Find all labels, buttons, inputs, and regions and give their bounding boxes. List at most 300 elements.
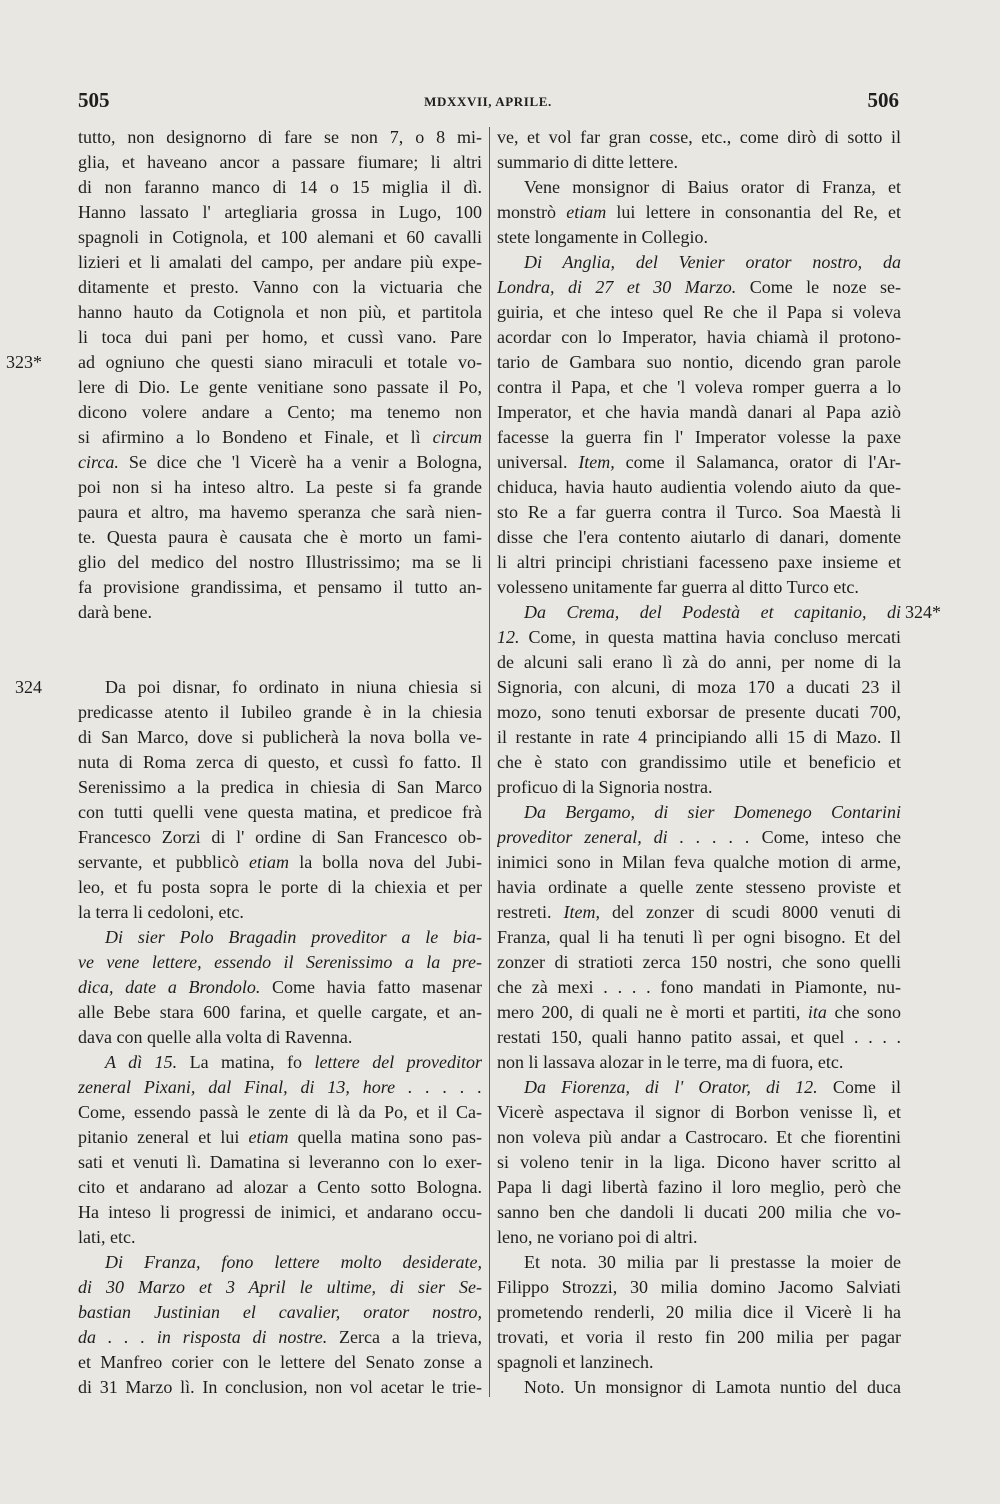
text-run: che sono (826, 1002, 901, 1022)
line-text (78, 1225, 482, 1250)
text-line (78, 1325, 482, 1350)
text-line (78, 1125, 482, 1150)
text-line (497, 200, 901, 225)
text-run: et Manfreo corier con le lettere del Senato zonse a (78, 1352, 482, 1372)
italic-run: 12. (497, 627, 520, 647)
line-text (78, 1125, 482, 1150)
text-run: fa provisione grandissima, et pensamo il tutto an- (78, 577, 482, 597)
text-run: ditamente et presto. Vanno con la victuaria che (78, 277, 482, 297)
paragraph (497, 125, 901, 175)
text-run: Come, essendo passà le zente di là da Po, et il Ca- (78, 1102, 482, 1122)
italic-run: etiam (566, 202, 607, 222)
text-line (497, 825, 901, 850)
line-text (497, 1200, 901, 1225)
line-text (497, 1300, 901, 1325)
paragraph (15, 675, 482, 925)
text-run: universal. (497, 452, 579, 472)
text-line (78, 500, 482, 525)
line-text (497, 950, 901, 975)
text-line (497, 1200, 901, 1225)
text-line (78, 125, 482, 150)
line-text (78, 975, 482, 1000)
text-line (78, 300, 482, 325)
text-run: non li lassava alozar in le terre, ma di fuora, etc. (497, 1052, 844, 1072)
line-text (497, 525, 901, 550)
text-line (78, 250, 482, 275)
line-text (78, 1050, 482, 1075)
text-line (78, 575, 482, 600)
line-text (78, 950, 482, 975)
text-line (497, 1000, 901, 1025)
line-text (497, 1025, 901, 1050)
line-text (78, 225, 482, 250)
line-text (78, 800, 482, 825)
text-line (497, 500, 901, 525)
text-run: Filippo Strozzi, 30 milia domino Jacomo Salviati (497, 1277, 901, 1297)
text-line (497, 725, 901, 750)
text-run: Zerca a la trieva, (327, 1327, 482, 1347)
italic-run: dica, date a Brondolo. (78, 977, 261, 997)
line-text (78, 200, 482, 225)
line-text (497, 750, 901, 775)
text-line (497, 950, 901, 975)
text-run: spagnoli et lanzinech. (497, 1352, 654, 1372)
text-line (78, 450, 482, 475)
paragraph (497, 600, 941, 800)
text-line (497, 400, 901, 425)
text-run: trovati, et voria il resto fin 200 milia per pagar (497, 1327, 901, 1347)
line-text (78, 250, 482, 275)
text-line (78, 1375, 482, 1400)
line-text (78, 375, 482, 400)
line-text (78, 275, 482, 300)
line-text (78, 550, 482, 575)
line-text (497, 300, 901, 325)
text-run: havia ordinate a quelle zente stesseno proviste et (497, 877, 901, 897)
text-line (497, 450, 901, 475)
line-text (78, 350, 482, 375)
italic-run: zeneral Pixani, dal Final, di 13, hore . . . . . (78, 1077, 482, 1097)
paragraph (78, 1050, 482, 1250)
text-line (497, 1125, 901, 1150)
text-run: paura et altro, ma havemo speranza che sarà nien- (78, 502, 482, 522)
text-run: te. Questa paura è causata che è morto un fami- (78, 527, 482, 547)
line-text (497, 1375, 901, 1400)
italic-run: Di sier Polo Bragadin proveditor a le bia- (105, 927, 482, 947)
line-text (497, 650, 901, 675)
text-run: di San Marco, dove si publicherà la nova bolla ve- (78, 727, 482, 747)
line-text (497, 325, 901, 350)
margin-note: 324* (905, 602, 941, 622)
text-line (497, 300, 901, 325)
line-text (78, 525, 482, 550)
right-column (497, 125, 941, 1400)
text-line (497, 1100, 901, 1125)
text-run: il restante in rate 4 principiando alli 15 di Mazo. Il (497, 727, 901, 747)
text-line (497, 1325, 901, 1350)
line-text (497, 175, 901, 200)
italic-run: bastian Justinian el cavalier, orator nostro, (78, 1302, 482, 1322)
text-run: inimici sono in Milan feva qualche motion di arme, (497, 852, 901, 872)
text-line (497, 1250, 901, 1275)
text-line (78, 725, 482, 750)
text-line (497, 675, 901, 700)
text-run: summario di ditte lettere. (497, 152, 678, 172)
text-run: Come, in questa mattina havia concluso mercati (519, 627, 901, 647)
line-text (497, 1175, 901, 1200)
text-line (78, 1200, 482, 1225)
text-run: Come havia fatto masenar (260, 977, 482, 997)
text-line (497, 325, 901, 350)
italic-run: proveditor zeneral, di . . . . . (497, 827, 750, 847)
text-run: Come, inteso che (749, 827, 901, 847)
text-line (78, 1300, 482, 1325)
text-line (497, 1275, 901, 1300)
text-run: li toca dui pani per homo, et cussì vano. Pare (78, 327, 482, 347)
text-run: Ha inteso li progressi de inimici, et andarano occu- (78, 1202, 482, 1222)
line-text (78, 500, 482, 525)
text-run: restreti. (497, 902, 564, 922)
paragraph (497, 250, 901, 600)
column-rule (489, 127, 490, 1397)
paragraph (497, 1250, 901, 1375)
text-line (78, 1225, 482, 1250)
text-run: Franza, qual li ha tenuti lì per ogni bisogno. Et del (497, 927, 901, 947)
text-line (78, 1350, 482, 1375)
line-text (78, 1200, 482, 1225)
text-run: volesseno unitamente far guerra al ditto Turco etc. (497, 577, 859, 597)
text-line (78, 400, 482, 425)
line-text (78, 400, 482, 425)
text-run: spagnoli in Cotignola, et 100 alemani et 60 cavalli (78, 227, 482, 247)
line-text (497, 450, 901, 475)
line-text (78, 750, 482, 775)
line-text (78, 850, 482, 875)
paragraph (497, 800, 901, 1075)
italic-run: ita (807, 1002, 827, 1022)
text-run: glia, et haveano ancor a passare fiumare; li altri (78, 152, 482, 172)
text-line (497, 275, 901, 300)
text-line (78, 600, 482, 625)
text-run: leno, ne voriano poi di altri. (497, 1227, 698, 1247)
text-run: si afirmino a lo Bondeno et Finale, et lì (78, 427, 433, 447)
text-line (497, 125, 901, 150)
text-line (497, 600, 941, 625)
text-run: de alcuni sali erano lì zà do anni, per nome di la (497, 652, 901, 672)
text-line (78, 1250, 482, 1275)
text-line (497, 1025, 901, 1050)
text-run: cito et andarano ad alozar a Cento sotto Bologna. (78, 1177, 482, 1197)
text-line (497, 525, 901, 550)
text-run: Papa li dagi libertà fazino il loro meglio, però che (497, 1177, 901, 1197)
text-line (15, 675, 482, 700)
text-run: lati, etc. (78, 1227, 136, 1247)
text-line (78, 1075, 482, 1100)
line-text (497, 1350, 901, 1375)
page-number-left: 505 (78, 88, 110, 112)
text-run: mozo, sono tenuti exborsar de presente ducati 700, (497, 702, 901, 722)
text-run: dava con quelle alla volta di Ravenna. (78, 1027, 353, 1047)
text-run: ad ogniuno che questi siano miraculi et totale vo- (78, 352, 482, 372)
line-text (78, 900, 482, 925)
text-line (78, 225, 482, 250)
line-text (497, 975, 901, 1000)
italic-run: Di Anglia, del Venier orator nostro, da (524, 252, 901, 272)
italic-run: Item, (578, 452, 615, 472)
text-run: mero 200, di quali ne è morti et partiti, (497, 1002, 808, 1022)
text-line (497, 225, 901, 250)
line-text (497, 925, 901, 950)
text-run: tario de Gambara suo nontio, dicendo gran parole (497, 352, 901, 372)
line-text (497, 675, 901, 700)
text-run: zonzer di stratioti zerca 150 nostri, che sono quelli (497, 952, 901, 972)
text-line (78, 850, 482, 875)
line-text (78, 1300, 482, 1325)
line-text (78, 300, 482, 325)
italic-run: Londra, di 27 et 30 Marzo. (497, 277, 737, 297)
text-line (78, 375, 482, 400)
text-run: Et nota. 30 milia par li prestasse la moier de (524, 1252, 901, 1272)
line-text (78, 450, 482, 475)
line-text (78, 325, 482, 350)
line-text (497, 500, 901, 525)
text-line (497, 975, 901, 1000)
paragraph (78, 925, 482, 1050)
text-line (497, 625, 901, 650)
text-run: che zà mexi . . . . fono mandati in Piamonte, nu- (497, 977, 901, 997)
line-text (78, 125, 482, 150)
text-run: lizieri et li amalati del campo, per andare più expe- (78, 252, 482, 272)
italic-run: A dì 15. (105, 1052, 178, 1072)
text-line (497, 425, 901, 450)
text-run: Vene monsignor di Baius orator di Franza, et (524, 177, 901, 197)
text-line (497, 1375, 901, 1400)
line-text (78, 675, 482, 700)
text-run: Imperator, et che havia mandà danari al Papa aziò (497, 402, 901, 422)
text-line (78, 1000, 482, 1025)
line-text (78, 1150, 482, 1175)
line-text (78, 575, 482, 600)
text-line (78, 1100, 482, 1125)
line-text (78, 925, 482, 950)
text-line (497, 250, 901, 275)
text-run: di 31 Marzo lì. In conclusion, non vol acetar le trie- (78, 1377, 482, 1397)
line-text (497, 875, 901, 900)
text-run: del zonzer di scudi 8000 venuti di (599, 902, 901, 922)
margin-note: 324 (15, 677, 42, 697)
text-run: si voleno tenir in la liga. Dicono haver scritto al (497, 1152, 901, 1172)
italic-run: ve vene lettere, essendo il Serenissimo a la pre- (78, 952, 482, 972)
line-text (497, 275, 901, 300)
text-line (78, 325, 482, 350)
text-line (497, 750, 901, 775)
italic-run: etiam (249, 852, 290, 872)
text-run: alle Bebe stara 600 farina, et quelle cargate, et an- (78, 1002, 482, 1022)
text-run: nuta di Roma zerca di questo, et cussì fo fatto. Il (78, 752, 482, 772)
text-run: Come il (817, 1077, 901, 1097)
line-text (497, 775, 901, 800)
text-line (78, 1275, 482, 1300)
line-text (497, 200, 901, 225)
text-line (78, 550, 482, 575)
line-text (497, 550, 901, 575)
text-run: proficuo di la Signoria nostra. (497, 777, 713, 797)
line-text (497, 475, 901, 500)
line-text (78, 1075, 482, 1100)
text-run: Hanno lassato l' artegliaria grossa in Lugo, 100 (78, 202, 482, 222)
text-run: sto Re a far guerra contra il Turco. Soa Maestà li (497, 502, 901, 522)
text-run: Come le noze se- (736, 277, 901, 297)
entry-section (6, 125, 482, 625)
text-run: lere di Dio. Le gente venitiane sono passate il Po, (78, 377, 482, 397)
text-run: di non faranno manco di 14 o 15 miglia il dì. (78, 177, 482, 197)
text-run: Francesco Zorzi di l' ordine di San Francesco ob- (78, 827, 482, 847)
text-line (78, 1025, 482, 1050)
text-line (78, 775, 482, 800)
text-line (497, 175, 901, 200)
text-run: contra il Papa, et che 'l voleva romper guerra a lo (497, 377, 901, 397)
line-text (78, 700, 482, 725)
line-text (497, 350, 901, 375)
paragraph (497, 1075, 901, 1250)
line-text (497, 700, 901, 725)
italic-run: da . . . in risposta di nostre. (78, 1327, 328, 1347)
entry-section (15, 675, 482, 1400)
line-text (78, 425, 482, 450)
line-text (497, 1150, 901, 1175)
paragraph (78, 1250, 482, 1400)
text-run: restati 150, quali hanno patito assai, et quel . . . . (497, 1027, 901, 1047)
text-run: darà bene. (78, 602, 152, 622)
text-run: predicasse atento il Iubileo grande è in la chiesia (78, 702, 482, 722)
line-text (78, 600, 482, 625)
italic-run: lettere del proveditor (314, 1052, 482, 1072)
text-line (78, 150, 482, 175)
line-text (497, 825, 901, 850)
text-line (497, 925, 901, 950)
text-run: Vicerè aspectava il signor di Borbon venisse lì, et (497, 1102, 901, 1122)
line-text (497, 425, 901, 450)
line-text (497, 150, 901, 175)
line-text (497, 575, 901, 600)
text-line (497, 850, 901, 875)
line-text (497, 850, 901, 875)
text-run: li altri principi christiani facesseno paxe insieme et (497, 552, 901, 572)
text-run: lui lettere in consonantia del Re, et (606, 202, 901, 222)
text-line (6, 350, 482, 375)
line-text (78, 475, 482, 500)
line-text (78, 1100, 482, 1125)
text-line (497, 900, 901, 925)
line-text (78, 825, 482, 850)
line-text (497, 125, 901, 150)
margin-note: 323* (6, 352, 42, 372)
text-line (78, 950, 482, 975)
text-run: chiduca, havia hauto audientia volendo aiuto da que- (497, 477, 901, 497)
line-text (497, 1075, 901, 1100)
text-run: glio del medico del nostro Illustrissimo; ma se li (78, 552, 482, 572)
line-text (497, 1250, 901, 1275)
text-line (78, 1150, 482, 1175)
text-run: pitanio zeneral et lui (78, 1127, 249, 1147)
text-line (78, 700, 482, 725)
line-text (497, 625, 901, 650)
italic-run: Da Crema, del Podestà et capitanio, di (524, 602, 901, 622)
line-text (497, 900, 901, 925)
text-run: sati et venuti lì. Damatina si leveranno con lo exer- (78, 1152, 482, 1172)
line-text (78, 1275, 482, 1300)
line-text (497, 725, 901, 750)
text-line (78, 800, 482, 825)
paragraph (497, 175, 901, 250)
line-text (497, 400, 901, 425)
line-text (497, 225, 901, 250)
text-run: prometendo renderli, 20 milia dice il Vicerè li ha (497, 1302, 901, 1322)
text-run: la terra li cedoloni, etc. (78, 902, 244, 922)
text-run: La matina, fo (177, 1052, 315, 1072)
text-line (78, 200, 482, 225)
line-text (497, 1325, 901, 1350)
text-line (497, 700, 901, 725)
text-line (497, 1350, 901, 1375)
text-run: sanno ben che dandoli li ducati 200 milia che vo- (497, 1202, 901, 1222)
line-text (497, 1000, 901, 1025)
line-text (78, 725, 482, 750)
text-line (497, 1225, 901, 1250)
line-text (78, 1025, 482, 1050)
text-line (78, 975, 482, 1000)
left-column (6, 125, 482, 1400)
text-run: che è stato con grandissimo utile et beneficio et (497, 752, 901, 772)
paragraph (497, 1375, 901, 1400)
text-line (78, 275, 482, 300)
italic-run: etiam (248, 1127, 289, 1147)
line-text (78, 1325, 482, 1350)
text-run: Noto. Un monsignor di Lamota nuntio del duca (524, 1377, 901, 1397)
text-run: la bolla nova del Jubi- (289, 852, 482, 872)
line-text (78, 775, 482, 800)
text-run: dicono volere andare a Cento; ma tenemo non (78, 402, 482, 422)
italic-run: Da Fiorenza, di l' Orator, di 12. (524, 1077, 818, 1097)
text-line (78, 1175, 482, 1200)
text-line (78, 750, 482, 775)
line-text (497, 1100, 901, 1125)
running-head: MDXXVII, APRILE. (424, 94, 552, 109)
text-line (497, 1075, 901, 1100)
text-line (78, 925, 482, 950)
italic-run: circa. (78, 452, 119, 472)
line-text (78, 1000, 482, 1025)
text-line (497, 1175, 901, 1200)
text-line (497, 1150, 901, 1175)
text-line (497, 550, 901, 575)
text-line (78, 475, 482, 500)
text-run: non voleva più andar a Castrocaro. Et che fiorentini (497, 1127, 901, 1147)
text-line (78, 900, 482, 925)
page-number-right: 506 (867, 88, 899, 112)
text-run: leo, et fu posta sopra le porte di la chiexia et per (78, 877, 482, 897)
italic-run: Da Bergamo, di sier Domenego Contarini (524, 802, 901, 822)
line-text (78, 1375, 482, 1400)
line-text (497, 375, 901, 400)
text-line (497, 375, 901, 400)
text-run: disse che l'era contento aiutarlo di danari, domente (497, 527, 901, 547)
text-line (78, 425, 482, 450)
line-text (497, 600, 901, 625)
text-line (497, 1300, 901, 1325)
line-text (497, 1225, 901, 1250)
text-line (78, 1050, 482, 1075)
